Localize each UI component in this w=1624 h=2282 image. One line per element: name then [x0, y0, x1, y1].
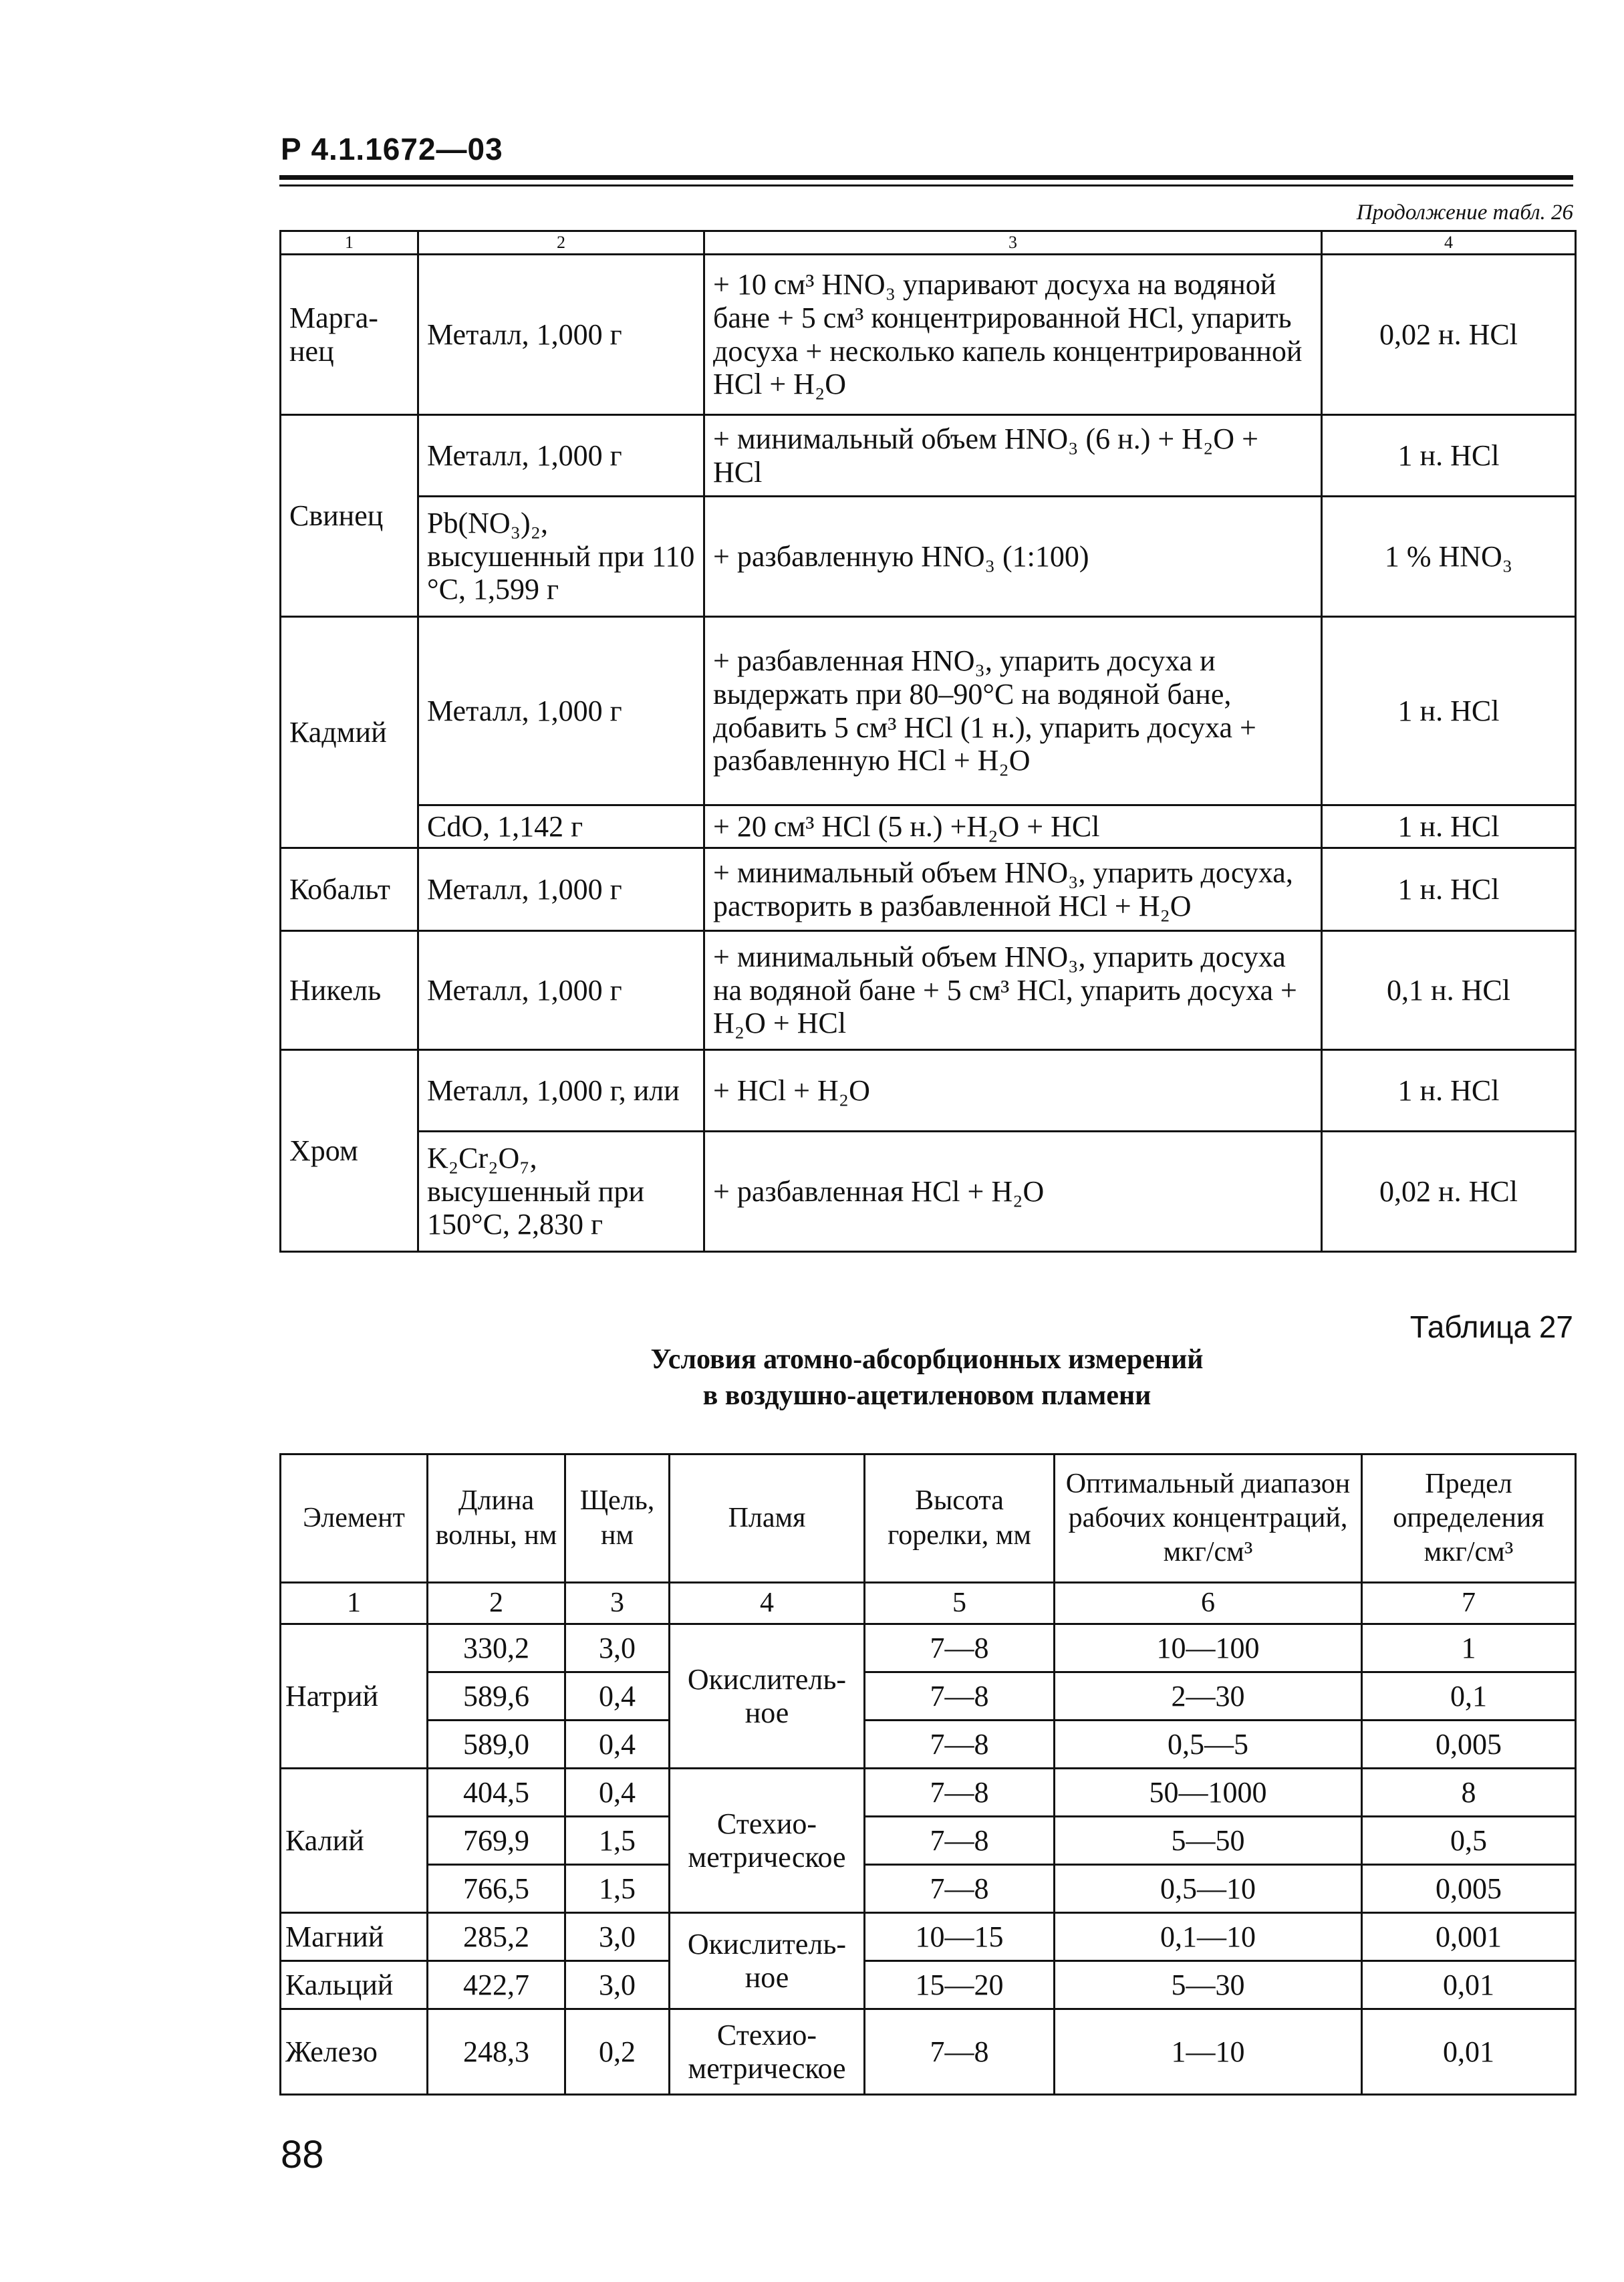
sample-cell: Металл, 1,000 г, или [418, 1050, 704, 1132]
element-cell: Кобальт [281, 848, 418, 931]
burner-height-cell: 7—8 [865, 1721, 1055, 1769]
column-number: 7 [1362, 1583, 1576, 1624]
column-number: 2 [418, 231, 704, 255]
element-cell: Свинец [281, 415, 418, 617]
procedure-cell: + минимальный объем HNO₃, упарить досуха, растворить в разбавленной HCl + H₂O [704, 848, 1322, 931]
header-rule-thin [279, 184, 1573, 186]
slit-cell: 1,5 [565, 1817, 670, 1865]
table-26 [279, 230, 1577, 1253]
sample-cell: K₂Cr₂O₇, высушенный при 150°С, 2,830 г [418, 1132, 704, 1252]
flame-cell: Стехио-метрическое [670, 2009, 865, 2095]
range-cell: 0,5—10 [1055, 1865, 1362, 1913]
table-row [281, 1769, 1576, 1817]
header-rule-thick [279, 175, 1573, 180]
table-continuation-label: Продолжение табл. 26 [1356, 201, 1573, 225]
solvent-cell: 0,1 н. HCl [1322, 931, 1576, 1050]
range-cell: 0,5—5 [1055, 1721, 1362, 1769]
column-number: 1 [281, 231, 418, 255]
table-row [281, 415, 1576, 497]
slit-cell: 3,0 [565, 1913, 670, 1961]
table-row [281, 1865, 1576, 1913]
element-cell: Магний [281, 1913, 428, 1961]
burner-height-cell: 15—20 [865, 1961, 1055, 2009]
column-header: Элемент [281, 1454, 428, 1583]
column-numbers-row [281, 231, 1576, 255]
wavelength-cell: 769,9 [428, 1817, 565, 1865]
page-number: 88 [281, 2133, 324, 2176]
sample-cell: Металл, 1,000 г [418, 848, 704, 931]
element-cell: Марга-нец [281, 255, 418, 415]
sample-cell: CdO, 1,142 г [418, 805, 704, 848]
wavelength-cell: 330,2 [428, 1624, 565, 1672]
table-row [281, 2009, 1576, 2095]
document-code: Р 4.1.1672—03 [281, 132, 503, 166]
table-row [281, 931, 1576, 1050]
procedure-cell: + разбавленная HNO₃, упарить досуха и выдержать при 80–90°С на водяной бане, добавить 5 см³ HCl (1 н.), упарить досуха + разбавленную HCl + H₂O [704, 617, 1322, 805]
table-row [281, 255, 1576, 415]
element-cell: Натрий [281, 1624, 428, 1769]
range-cell: 50—1000 [1055, 1769, 1362, 1817]
column-header: Высота горелки, мм [865, 1454, 1055, 1583]
column-number: 5 [865, 1583, 1055, 1624]
burner-height-cell: 10—15 [865, 1913, 1055, 1961]
slit-cell: 3,0 [565, 1624, 670, 1672]
table-row [281, 1050, 1576, 1132]
slit-cell: 0,2 [565, 2009, 670, 2095]
limit-cell: 0,005 [1362, 1721, 1576, 1769]
table-row [281, 1961, 1576, 2009]
slit-cell: 0,4 [565, 1721, 670, 1769]
solvent-cell: 0,02 н. HCl [1322, 1132, 1576, 1252]
limit-cell: 1 [1362, 1624, 1576, 1672]
procedure-cell: + 20 см³ HCl (5 н.) +H₂O + HCl [704, 805, 1322, 848]
flame-cell: Стехио-метрическое [670, 1769, 865, 1913]
limit-cell: 8 [1362, 1769, 1576, 1817]
column-header: Предел определения мкг/см³ [1362, 1454, 1576, 1583]
burner-height-cell: 7—8 [865, 1769, 1055, 1817]
flame-cell: Окислитель-ное [670, 1624, 865, 1769]
table-row [281, 617, 1576, 805]
slit-cell: 3,0 [565, 1961, 670, 2009]
sample-cell: Металл, 1,000 г [418, 415, 704, 497]
flame-cell: Окислитель-ное [670, 1913, 865, 2009]
limit-cell: 0,005 [1362, 1865, 1576, 1913]
procedure-cell: + минимальный объем HNO₃, упарить досуха на водяной бане + 5 см³ HCl, упарить досуха + H₂O + HCl [704, 931, 1322, 1050]
limit-cell: 0,01 [1362, 1961, 1576, 2009]
wavelength-cell: 285,2 [428, 1913, 565, 1961]
column-header: Пламя [670, 1454, 865, 1583]
wavelength-cell: 248,3 [428, 2009, 565, 2095]
table-row [281, 1624, 1576, 1672]
table-row [281, 1721, 1576, 1769]
column-number: 3 [565, 1583, 670, 1624]
solvent-cell: 1 н. HCl [1322, 415, 1576, 497]
table-row [281, 1672, 1576, 1721]
solvent-cell: 1 % HNO₃ [1322, 497, 1576, 617]
limit-cell: 0,001 [1362, 1913, 1576, 1961]
table-row [281, 497, 1576, 617]
column-number: 4 [1322, 231, 1576, 255]
column-number: 6 [1055, 1583, 1362, 1624]
range-cell: 10—100 [1055, 1624, 1362, 1672]
slit-cell: 0,4 [565, 1769, 670, 1817]
column-number: 3 [704, 231, 1322, 255]
column-header: Оптимальный диапазон рабочих концентраций, мкг/см³ [1055, 1454, 1362, 1583]
table-number: Таблица 27 [1409, 1309, 1573, 1344]
column-number: 2 [428, 1583, 565, 1624]
table-title-line: в воздушно-ацетиленовом пламени [702, 1380, 1152, 1411]
column-header: Длина волны, нм [428, 1454, 565, 1583]
slit-cell: 1,5 [565, 1865, 670, 1913]
limit-cell: 0,5 [1362, 1817, 1576, 1865]
solvent-cell: 1 н. HCl [1322, 848, 1576, 931]
element-cell: Никель [281, 931, 418, 1050]
column-header: Щель, нм [565, 1454, 670, 1583]
wavelength-cell: 589,0 [428, 1721, 565, 1769]
solvent-cell: 1 н. HCl [1322, 1050, 1576, 1132]
wavelength-cell: 422,7 [428, 1961, 565, 2009]
column-numbers-row [281, 1583, 1576, 1624]
burner-height-cell: 7—8 [865, 1817, 1055, 1865]
range-cell: 0,1—10 [1055, 1913, 1362, 1961]
burner-height-cell: 7—8 [865, 1865, 1055, 1913]
solvent-cell: 0,02 н. HCl [1322, 255, 1576, 415]
header-row [281, 1454, 1576, 1583]
range-cell: 1—10 [1055, 2009, 1362, 2095]
sample-cell: Pb(NO₃)₂, высушенный при 110 °С, 1,599 г [418, 497, 704, 617]
procedure-cell: + разбавленная HCl + H₂O [704, 1132, 1322, 1252]
slit-cell: 0,4 [565, 1672, 670, 1721]
table-row [281, 805, 1576, 848]
procedure-cell: + HCl + H₂O [704, 1050, 1322, 1132]
element-cell: Хром [281, 1050, 418, 1252]
burner-height-cell: 7—8 [865, 1624, 1055, 1672]
limit-cell: 0,1 [1362, 1672, 1576, 1721]
table-title-line: Условия атомно-абсорбционных измерений [650, 1344, 1204, 1375]
procedure-cell: + разбавленную HNO₃ (1:100) [704, 497, 1322, 617]
burner-height-cell: 7—8 [865, 2009, 1055, 2095]
wavelength-cell: 404,5 [428, 1769, 565, 1817]
wavelength-cell: 589,6 [428, 1672, 565, 1721]
table-row [281, 848, 1576, 931]
element-cell: Кадмий [281, 617, 418, 848]
range-cell: 5—50 [1055, 1817, 1362, 1865]
sample-cell: Металл, 1,000 г [418, 255, 704, 415]
element-cell: Калий [281, 1769, 428, 1913]
table-row [281, 1913, 1576, 1961]
range-cell: 5—30 [1055, 1961, 1362, 2009]
procedure-cell: + 10 см³ HNO₃ упаривают досуха на водяной бане + 5 см³ концентрированной HCl, упарить досуха + несколько капель концентрированной HCl + H₂O [704, 255, 1322, 415]
solvent-cell: 1 н. HCl [1322, 805, 1576, 848]
sample-cell: Металл, 1,000 г [418, 617, 704, 805]
procedure-cell: + минимальный объем HNO₃ (6 н.) + H₂O + HCl [704, 415, 1322, 497]
table-row [281, 1817, 1576, 1865]
table-27 [279, 1453, 1577, 2096]
element-cell: Кальций [281, 1961, 428, 2009]
wavelength-cell: 766,5 [428, 1865, 565, 1913]
range-cell: 2—30 [1055, 1672, 1362, 1721]
limit-cell: 0,01 [1362, 2009, 1576, 2095]
sample-cell: Металл, 1,000 г [418, 931, 704, 1050]
solvent-cell: 1 н. HCl [1322, 617, 1576, 805]
burner-height-cell: 7—8 [865, 1672, 1055, 1721]
table-title [279, 1342, 1575, 1414]
column-number: 1 [281, 1583, 428, 1624]
column-number: 4 [670, 1583, 865, 1624]
table-row [281, 1132, 1576, 1252]
element-cell: Железо [281, 2009, 428, 2095]
